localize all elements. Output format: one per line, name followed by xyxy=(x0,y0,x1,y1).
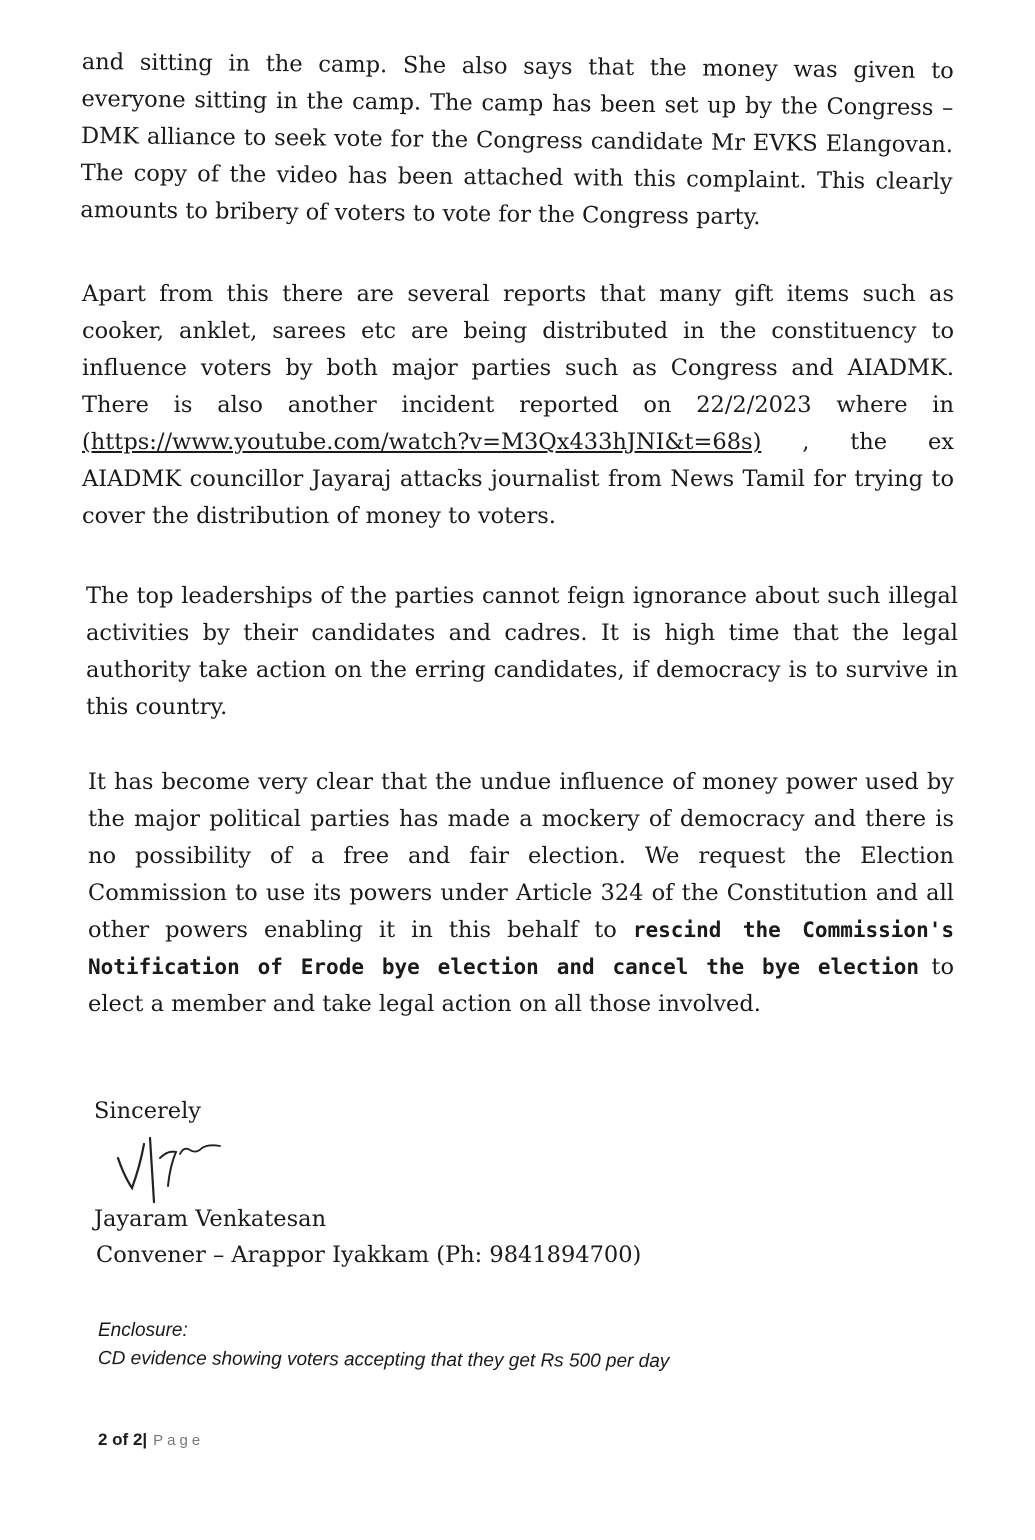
request-emphasis: rescind the Commission's Notification of Erode bye election and cancel the bye election xyxy=(88,918,954,979)
page-number: 2 of 2| xyxy=(98,1430,148,1449)
signature-image xyxy=(110,1136,240,1206)
page-label: Page xyxy=(153,1432,205,1449)
page-footer xyxy=(98,1430,204,1450)
closing-salutation: Sincerely xyxy=(94,1098,201,1124)
enclosure-text: CD evidence showing voters accepting that they get Rs 500 per day xyxy=(97,1348,670,1372)
paragraph-4-text-a: It has become very clear that the undue influence of money power used by the major political parties has made a mockery of democracy and there is no possibility of a free and fair election. We request the Election Commission to use its powers under Article 324 of the Constitution and all other powers enabling it in this behalf to xyxy=(88,769,954,943)
youtube-link[interactable]: (https://www.youtube.com/watch?v=M3Qx433hJNI&t=68s) xyxy=(82,429,762,455)
signer-name: Jayaram Venkatesan xyxy=(94,1206,327,1232)
paragraph-3: The top leaderships of the parties cannot feign ignorance about such illegal activities by their candidates and cadres. It is high time that the legal authority take action on the erring candidates, if democracy is to survive in this country. xyxy=(86,583,958,720)
enclosure-label: Enclosure: xyxy=(98,1320,188,1341)
signer-title: Convener – Arappor Iyakkam (Ph: 9841894700) xyxy=(96,1242,642,1268)
paragraph-4-text-b: to elect a member and take legal action on all those involved. xyxy=(88,954,954,1017)
paragraph-2-text-b: , the ex AIADMK councillor Jayaraj attacks journalist from News Tamil for trying to cover the distribution of money to voters. xyxy=(82,429,954,529)
paragraph-2 xyxy=(82,276,954,535)
paragraph-4 xyxy=(88,764,954,1023)
paragraph-2-text-a: Apart from this there are several reports that many gift items such as cooker, anklet, sarees etc are being distributed in the constituency to influence voters by both major parties such as Congress and AIADMK. There is also another incident reported on 22/2/2023 where in xyxy=(82,281,954,418)
paragraph-1: and sitting in the camp. She also says that the money was given to everyone sitting in the camp. The camp has been set up by the Congress – DMK alliance to seek vote for the Congress candidate Mr EVKS Elangovan. The copy of the video has been attached with this complaint. This clearly amounts to bribery of voters to vote for the Congress party. xyxy=(80,48,954,231)
